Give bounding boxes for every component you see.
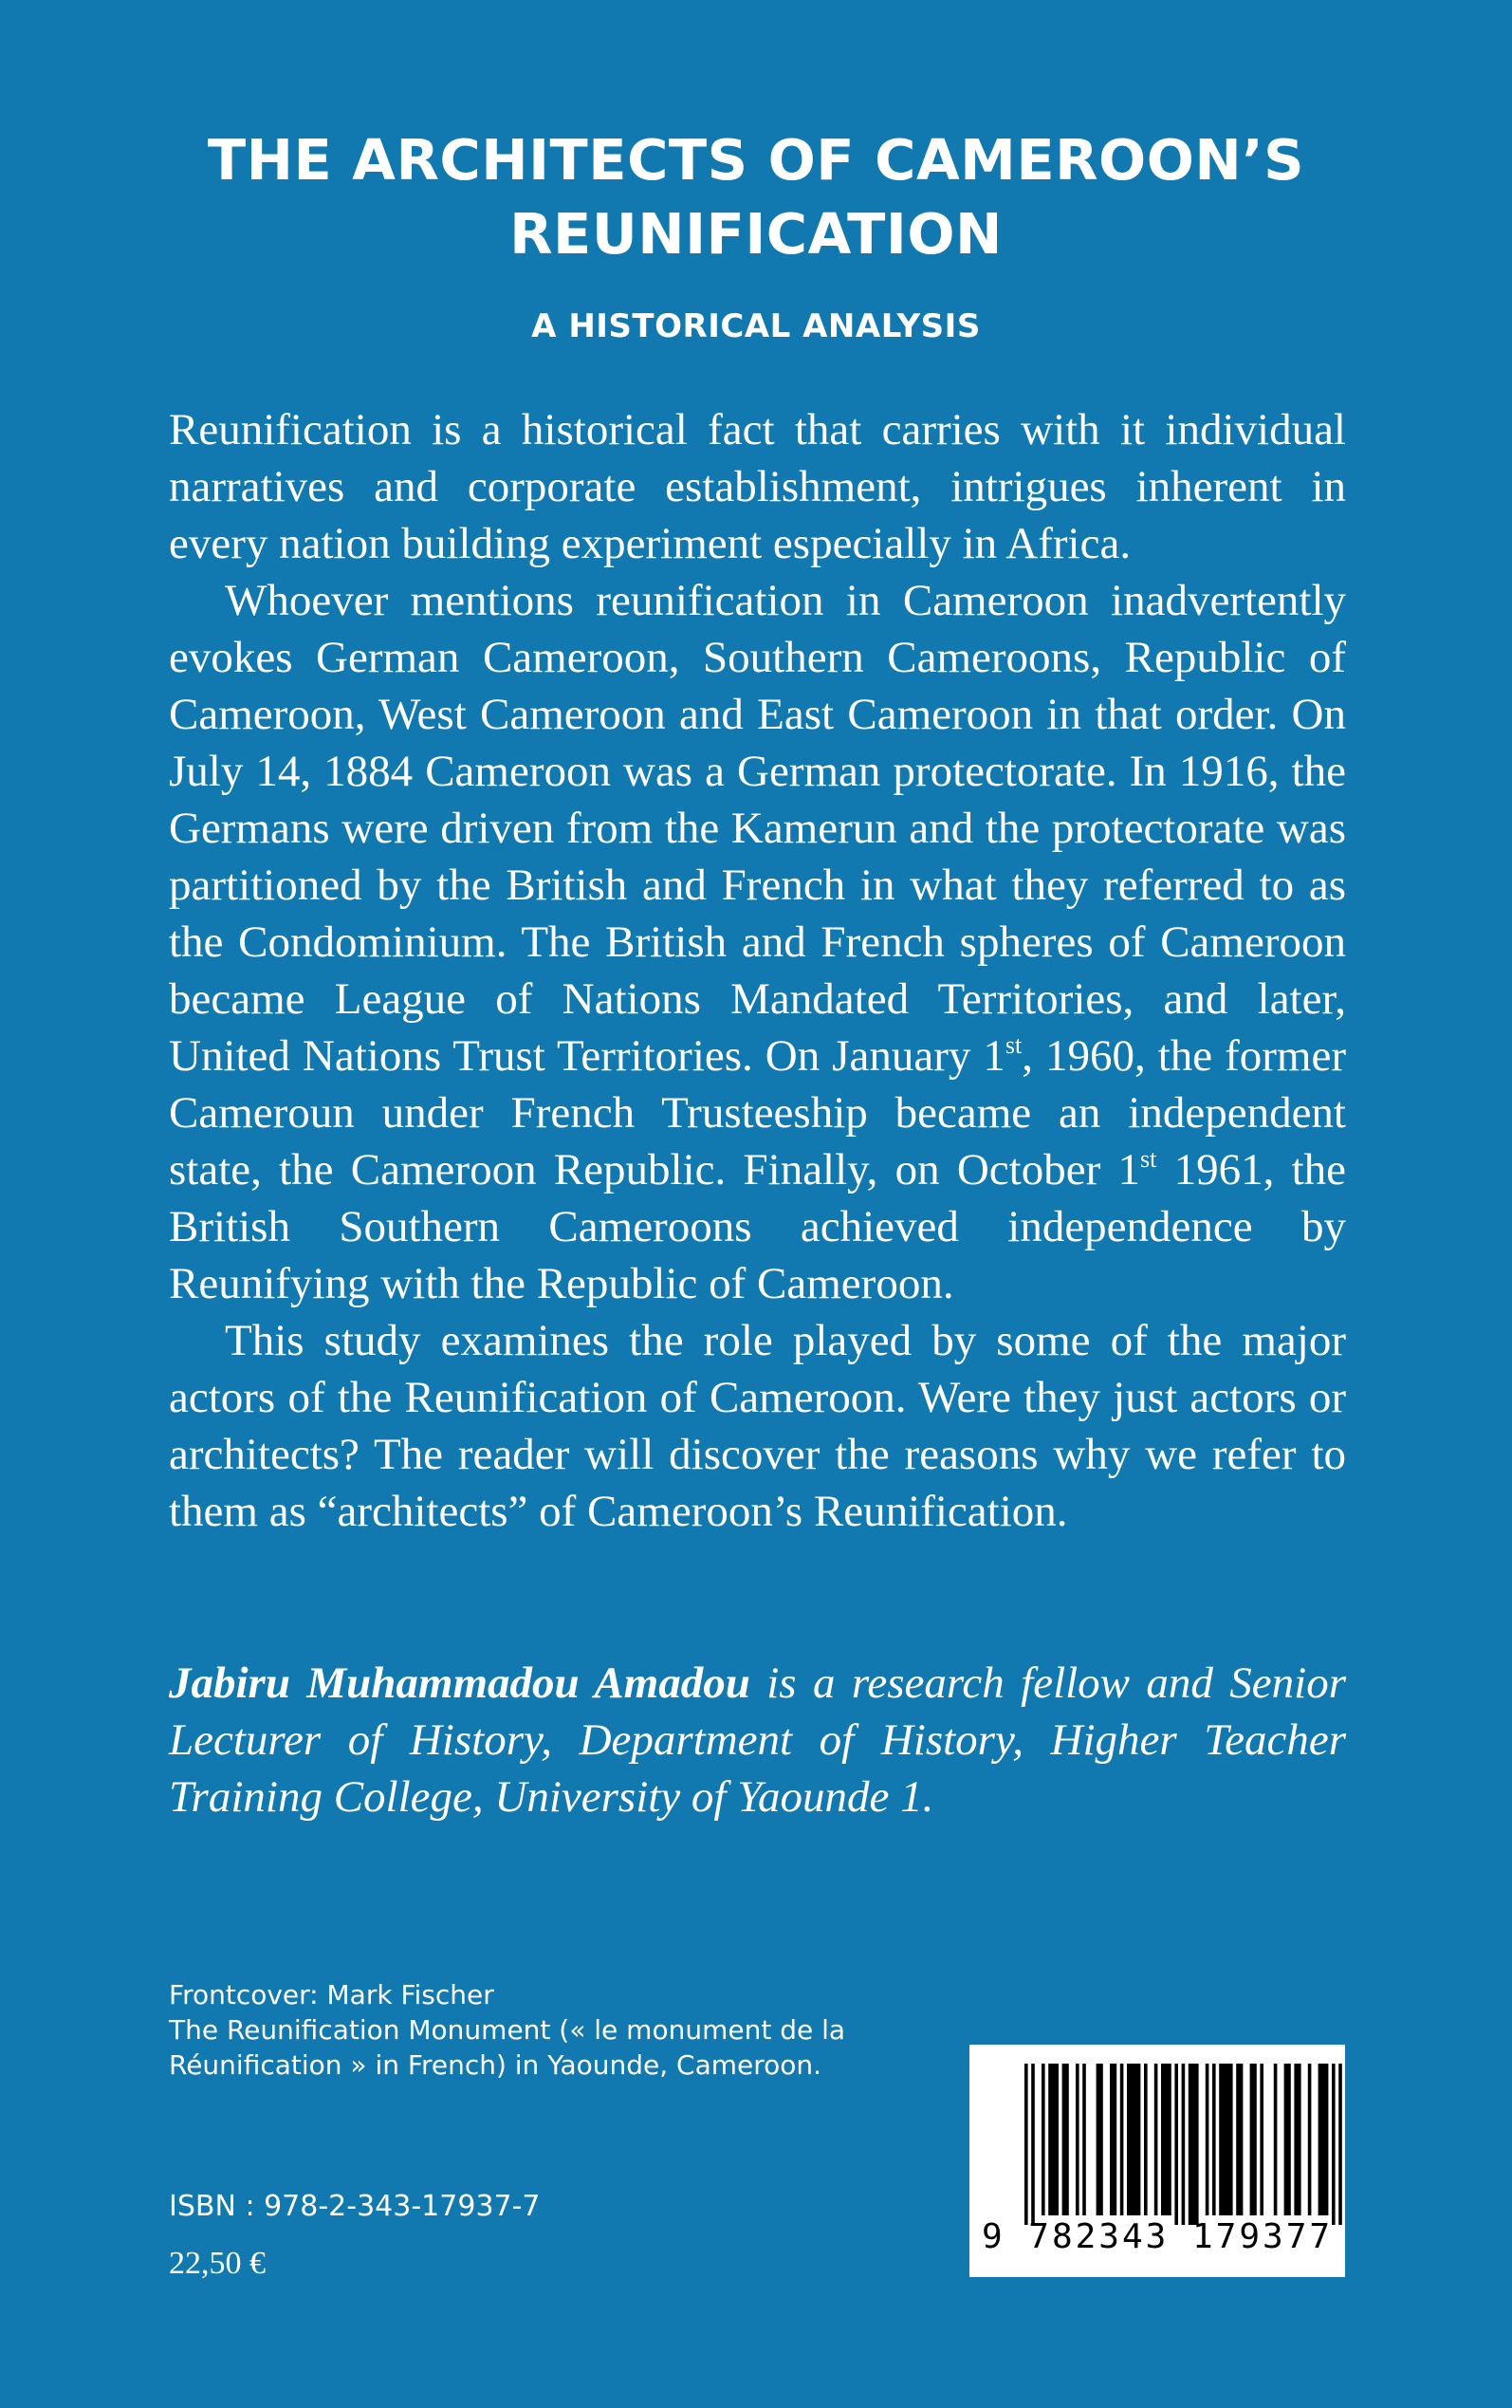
blurb-paragraph-1: Reunification is a historical fact that carries with it individual narratives and corporate establishment, intrigues inherent in every nation building experiment especially in Africa. bbox=[169, 405, 1346, 568]
cover-credit-line-3: Réunification » in French) in Yaounde, Cameroon. bbox=[169, 2049, 822, 2081]
barcode-bar bbox=[1274, 2064, 1278, 2215]
blurb-paragraph-2 bbox=[169, 572, 1346, 1312]
barcode-bar bbox=[1284, 2064, 1291, 2215]
barcode-bar bbox=[1097, 2064, 1103, 2215]
barcode-bar bbox=[1082, 2064, 1086, 2215]
barcode-bar bbox=[1076, 2064, 1079, 2215]
barcode-bar bbox=[1294, 2064, 1300, 2215]
barcode-bar bbox=[1144, 2064, 1148, 2215]
barcode-bar bbox=[1212, 2064, 1216, 2215]
barcode-bar bbox=[1024, 2064, 1028, 2225]
barcode-bar bbox=[1318, 2064, 1329, 2215]
author-name: Jabiru Muhammadou Amadou bbox=[169, 1658, 750, 1708]
blurb-paragraph-2-part-a: Whoever mentions reunification in Cameroon inadvertently evokes German Cameroon, Southern Cameroons, Republic of Cameroon, West Cameroon and East Cameroon in that order. On July 14, 1884 Cameroon was a German protectorate. In 1916, the Germans were driven from the Kamerun and the protectorate was partitioned by the British and French in what they referred to as the Condominium. The British and French spheres of Cameroon became League of Nations Mandated Territories, and later, United Nations Trust Territories. On January 1 bbox=[169, 576, 1346, 1081]
barcode-bar bbox=[1110, 2064, 1116, 2215]
author-bio bbox=[169, 1655, 1346, 1825]
barcode-bar bbox=[1127, 2064, 1140, 2215]
price: 22,50 € bbox=[169, 2246, 266, 2281]
barcode-bar bbox=[1120, 2064, 1124, 2215]
author-bio-text: is a research fellow and Senior Lecturer of History, Department of History, Higher Teacher Training College, University of Yaounde 1. bbox=[169, 1658, 1346, 1822]
barcode-bar bbox=[1161, 2064, 1171, 2215]
barcode-bar bbox=[1260, 2064, 1263, 2215]
book-subtitle: A HISTORICAL ANALYSIS bbox=[531, 307, 981, 345]
blurb bbox=[169, 401, 1346, 1540]
barcode-bar bbox=[1174, 2064, 1178, 2225]
blurb-paragraph-2-part-c: 1961, the British Southern Cameroons achieved independence by Reunifying with the Republic of Cameroon. bbox=[169, 1145, 1347, 1308]
cover-credit bbox=[169, 1977, 1023, 2083]
barcode-bar bbox=[1308, 2064, 1312, 2215]
book-title-line-1: THE ARCHITECTS OF CAMEROON’S bbox=[207, 127, 1305, 193]
isbn: ISBN : 978-2-343-17937-7 bbox=[169, 2190, 541, 2223]
barcode-bar bbox=[1154, 2064, 1158, 2215]
barcode-bar bbox=[1338, 2064, 1342, 2225]
barcode-bar bbox=[1236, 2064, 1243, 2215]
cover-credit-line-2: The Reunification Monument (« le monument de la bbox=[169, 2014, 846, 2046]
blurb-paragraph-2-part-b: , 1960, the former Cameroun under French Trusteeship became an independent state, the Cameroon Republic. Finally, on October 1 bbox=[169, 1031, 1346, 1195]
barcode-bar bbox=[1189, 2064, 1199, 2225]
barcode-bar bbox=[1206, 2064, 1209, 2215]
ordinal-suffix: st bbox=[1140, 1145, 1157, 1173]
ordinal-suffix: st bbox=[1005, 1031, 1023, 1059]
barcode-bar bbox=[1042, 2064, 1045, 2215]
barcode-bar bbox=[1048, 2064, 1059, 2215]
cover-credit-line-1: Frontcover: Mark Fischer bbox=[169, 1979, 494, 2010]
barcode-digits: 9 782343 179377 bbox=[981, 2217, 1334, 2256]
barcode-bar bbox=[1062, 2064, 1069, 2215]
barcode-bar bbox=[1332, 2064, 1336, 2225]
barcode-bar bbox=[1250, 2064, 1257, 2215]
book-title bbox=[0, 123, 1512, 271]
blurb-paragraph-3: This study examines the role played by some of the major actors of the Reunification of Cameroon. Were they just actors or architects? The reader will discover the reasons why we refer to them as “architects” of Cameroon’s Reunification. bbox=[169, 1316, 1346, 1536]
barcode-bar bbox=[1182, 2064, 1186, 2225]
barcode-bar bbox=[1031, 2064, 1035, 2225]
barcode bbox=[969, 2045, 1345, 2277]
book-title-line-2: REUNIFICATION bbox=[509, 201, 1003, 267]
barcode-bar bbox=[1219, 2064, 1232, 2215]
